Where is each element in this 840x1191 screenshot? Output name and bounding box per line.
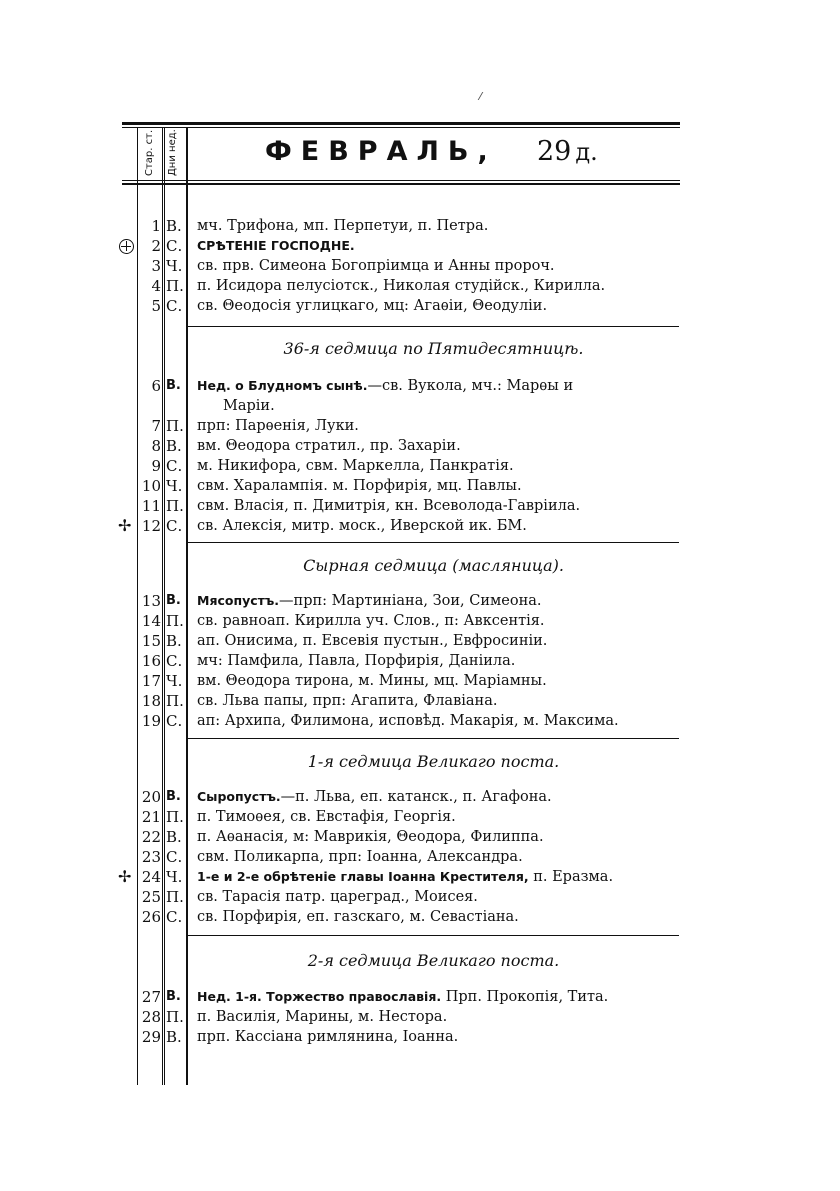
saints-entry (197, 651, 682, 671)
entry-text: св. равноап. Кирилла уч. Слов., п: Авксентія. (197, 613, 545, 629)
rule-header-bottom-thick (122, 183, 680, 185)
entry-emphasis: 1-е и 2-е обрѣтеніе главы Іоанна Крестителя, (197, 869, 529, 884)
saints-entry (197, 216, 682, 236)
weekday-abbr: Ч. (166, 257, 183, 275)
entry-text: —п. Льва, еп. катанск., п. Агафона. (280, 789, 552, 805)
entry-emphasis: Нед. 1-я. Торжество православія. (197, 989, 442, 1004)
day-number: 8 (151, 437, 161, 455)
weekday-abbr: В. (166, 789, 181, 804)
saints-entry (197, 711, 682, 731)
day-number: 4 (151, 277, 161, 295)
entry-text: св. Тарасія патр. цареград., Моисея. (197, 889, 478, 905)
week-title: 1-я седмица Великаго поста. (307, 752, 560, 771)
day-number: 26 (141, 908, 161, 926)
day-number: 17 (141, 672, 161, 690)
saints-entry (197, 256, 682, 276)
rule-num-col-2 (164, 127, 165, 1085)
entry-text: —св. Вукола, мч.: Марѳы и (367, 378, 574, 394)
saints-entry (197, 691, 682, 711)
month-days (537, 136, 598, 167)
rule-header-bottom (122, 180, 680, 181)
day-number: 29 (141, 1028, 161, 1046)
day-number: 21 (141, 808, 161, 826)
entry-emphasis: СРѢТЕНІЕ ГОСПОДНЕ. (197, 238, 355, 253)
weekday-abbr: С. (166, 712, 183, 730)
weekday-abbr: В. (166, 593, 181, 608)
weekday-abbr: П. (166, 888, 184, 906)
day-number: 20 (141, 788, 161, 806)
saints-entry (197, 236, 682, 256)
weekday-abbr: В. (166, 828, 182, 846)
entry-text: св. Льва папы, прп: Агапита, Флавіана. (197, 693, 498, 709)
day-number: 15 (141, 632, 161, 650)
days-count: 29 (537, 136, 572, 167)
weekday-abbr: П. (166, 497, 184, 515)
weekday-abbr: В. (166, 217, 182, 235)
week-rule (188, 542, 679, 543)
week-rule (188, 738, 679, 739)
day-number: 16 (141, 652, 161, 670)
saints-entry (197, 436, 682, 456)
day-number: 28 (141, 1008, 161, 1026)
saints-entry (197, 516, 682, 536)
weekday-abbr: С. (166, 457, 183, 475)
saints-entry (197, 416, 682, 436)
weekday-abbr: С. (166, 848, 183, 866)
entry-text: вм. Θеодора тирона, м. Мины, мц. Маріамны. (197, 673, 547, 689)
entry-text: Прп. Прокопія, Тита. (441, 989, 609, 1005)
weekday-abbr: С. (166, 517, 183, 535)
entry-text: ап: Архипа, Филимона, исповѣд. Макарія, м. Максима. (197, 713, 619, 729)
saints-entry (197, 591, 682, 611)
rule-text-col (186, 127, 188, 1085)
week-rule (188, 935, 679, 936)
entry-text: п. Еразма. (528, 869, 614, 885)
saints-entry (197, 611, 682, 631)
entry-text: вм. Θеодора стратил., пр. Захаріи. (197, 438, 461, 454)
day-number: 7 (151, 417, 161, 435)
day-number: 23 (141, 848, 161, 866)
day-number: 27 (141, 988, 161, 1006)
week-title: Сырная седмица (масляница). (303, 556, 564, 575)
day-number: 18 (141, 692, 161, 710)
weekday-abbr: Ч. (166, 672, 183, 690)
day-number: 22 (141, 828, 161, 846)
saints-entry (197, 887, 682, 907)
day-number: 14 (141, 612, 161, 630)
entry-text: прп: Парѳенія, Луки. (197, 418, 359, 434)
entry-text: свм. Власія, п. Димитрія, кн. Всеволода-Гавріила. (197, 498, 581, 514)
saints-entry (197, 296, 682, 316)
weekday-abbr: П. (166, 692, 184, 710)
saints-entry (197, 847, 682, 867)
weekday-abbr: С. (166, 652, 183, 670)
saints-entry (197, 376, 682, 416)
rule-num-col (162, 127, 163, 1085)
weekday-abbr: В. (166, 989, 181, 1004)
weekday-abbr: П. (166, 1008, 184, 1026)
entry-text: св. Порфирія, еп. газскаго, м. Севастіана. (197, 909, 519, 925)
entry-text: св. Алексія, митр. моск., Иверской ик. БМ. (197, 518, 527, 534)
day-number: 3 (151, 257, 161, 275)
saints-entry (197, 1007, 682, 1027)
entry-emphasis: Сыропустъ. (197, 789, 281, 804)
day-number: 10 (141, 477, 161, 495)
entry-text: п. Исидора пелусіотск., Николая студійск., Кирилла. (197, 278, 606, 294)
entry-text: п. Аѳанасія, м: Маврикія, Θеодора, Филиппа. (197, 829, 544, 845)
weekday-abbr: В. (166, 437, 182, 455)
feast-cross-icon (119, 239, 134, 254)
saints-entry (197, 671, 682, 691)
saints-entry (197, 787, 682, 807)
weekday-abbr: С. (166, 908, 183, 926)
saints-entry (197, 1027, 682, 1047)
entry-text: мч: Памфила, Павла, Порфирія, Даніила. (197, 653, 516, 669)
weekday-abbr: Ч. (166, 477, 183, 495)
weekday-abbr: С. (166, 237, 183, 255)
weekday-abbr: В. (166, 632, 182, 650)
weekday-abbr: В. (166, 378, 181, 393)
weekday-abbr: В. (166, 1028, 182, 1046)
saints-entry (197, 867, 682, 887)
weekday-abbr: П. (166, 417, 184, 435)
weekday-abbr: Ч. (166, 868, 183, 886)
entry-text: св. Θеодосія углицкаго, мц: Агаѳіи, Θеодуліи. (197, 298, 548, 314)
entry-text: свм. Поликарпа, прп: Іоанна, Александра. (197, 849, 523, 865)
week-title: 36-я седмица по Пятидесятницѣ. (283, 339, 584, 358)
saints-entry (197, 276, 682, 296)
saints-entry (197, 631, 682, 651)
weekday-abbr: П. (166, 277, 184, 295)
entry-text: свм. Харалампія. м. Порфирія, мц. Павлы. (197, 478, 522, 494)
column-header-weekday: Дни нед. (167, 129, 178, 176)
saints-entry (197, 827, 682, 847)
column-header-old-style: Стар. ст. (144, 129, 155, 176)
entry-text: прп. Кассіана римлянина, Іоанна. (197, 1029, 459, 1045)
saints-entry (197, 987, 682, 1007)
cross-icon: ✢ (118, 867, 132, 886)
weekday-abbr: П. (166, 808, 184, 826)
day-number: 1 (151, 217, 161, 235)
day-number: 9 (151, 457, 161, 475)
day-number: 24 (141, 868, 161, 886)
week-rule (188, 326, 679, 327)
weekday-abbr: С. (166, 297, 183, 315)
entry-text: ап. Онисима, п. Евсевія пустын., Евфросиніи. (197, 633, 548, 649)
entry-text: п. Василія, Марины, м. Нестора. (197, 1009, 448, 1025)
saints-entry (197, 496, 682, 516)
saints-entry (197, 907, 682, 927)
day-number: 2 (151, 237, 161, 255)
entry-emphasis: Мясопустъ. (197, 593, 280, 608)
rule-top-thin (122, 127, 680, 128)
day-number: 25 (141, 888, 161, 906)
day-number: 19 (141, 712, 161, 730)
cross-icon: ✢ (118, 516, 132, 535)
entry-continuation: Маріи. (223, 398, 275, 414)
saints-entry (197, 807, 682, 827)
entry-emphasis: Нед. о Блудномъ сынѣ. (197, 378, 368, 393)
entry-text: м. Никифора, свм. Маркелла, Панкратія. (197, 458, 514, 474)
saints-entry (197, 456, 682, 476)
entry-text: св. прв. Симеона Богопріимца и Анны пророч. (197, 258, 555, 274)
day-number: 5 (151, 297, 161, 315)
weekday-abbr: П. (166, 612, 184, 630)
ink-mark (478, 92, 488, 100)
week-title: 2-я седмица Великаго поста. (307, 951, 560, 970)
day-number: 13 (141, 592, 161, 610)
day-number: 11 (141, 497, 161, 515)
entry-text: —прп: Мартиніана, Зои, Симеона. (279, 593, 542, 609)
saints-entry (197, 476, 682, 496)
day-number: 12 (141, 517, 161, 535)
month-title: ФЕВРАЛЬ, (265, 136, 497, 167)
entry-text: п. Тимоѳея, св. Евстафія, Георгія. (197, 809, 456, 825)
rule-top (122, 122, 680, 125)
entry-text: мч. Трифона, мп. Перпетуи, п. Петра. (197, 218, 489, 234)
day-number: 6 (151, 377, 161, 395)
days-unit: д. (575, 138, 598, 166)
